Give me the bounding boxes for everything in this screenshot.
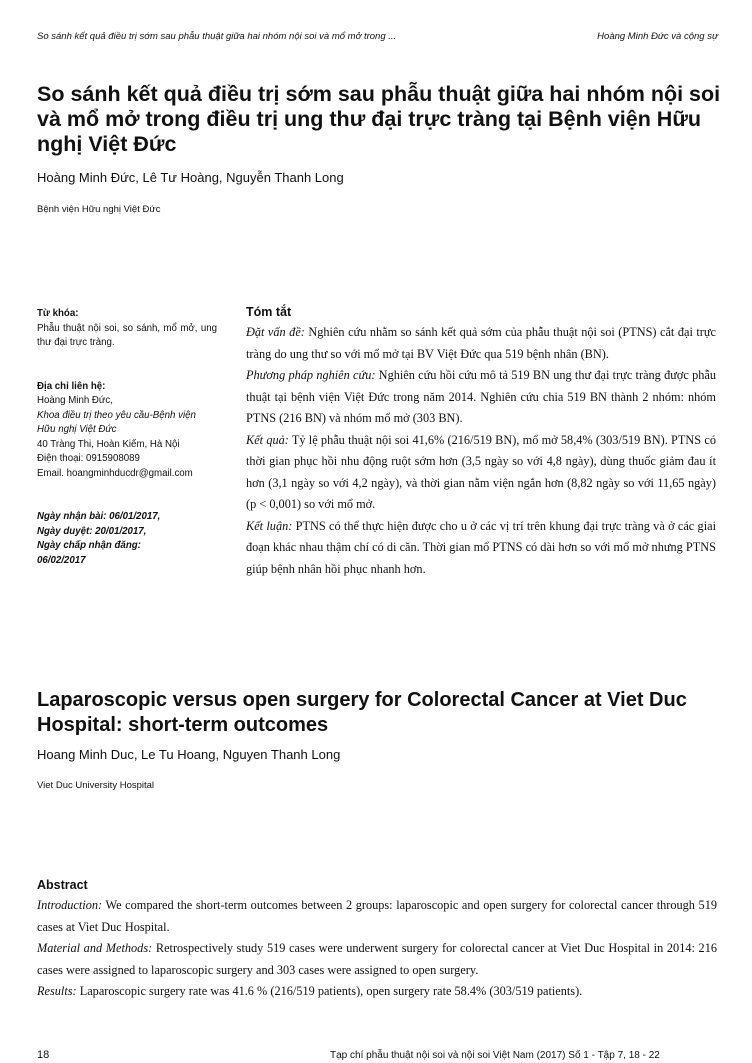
summary-heading: Tóm tắt (246, 305, 292, 319)
accepted-label: Ngày chấp nhận đăng: (37, 540, 141, 551)
section-text: Laparoscopic surgery rate was 41.6 % (216/519 patients), open surgery rate 58.4% (303/519 patients). (76, 984, 583, 998)
abstract-en (37, 878, 717, 1003)
running-header-title: So sánh kết quả điều trị sớm sau phẫu thuật giữa hai nhóm nội soi và mổ mở trong ... (37, 31, 397, 42)
article-info-sidebar (37, 307, 217, 568)
section-text: We compared the short-term outcomes between 2 groups: laparoscopic and open surgery for colorectal cancer through 519 cases at Viet Duc Hospital. (37, 898, 717, 934)
summary-vn (246, 305, 716, 580)
section-label: Phương pháp nghiên cứu: (246, 368, 376, 382)
section-text: PTNS có thể thực hiện được cho u ở các vị trí trên khung đại trực tràng và ở các giai đoạn khác nhau thậm chí có di căn. Thời gian mổ PTNS có dài hơn so với mổ mở nhưng PTNS giúp bệnh nhân hồi phục nhanh hơn. (246, 518, 716, 576)
abstract-paragraph (37, 895, 717, 938)
section-text: Tỷ lệ phẫu thuật nội soi 41,6% (216/519 BN), mổ mở 58,4% (303/519 BN). PTNS có thời gian phục hồi nhu động ruột sớm hơn (3,5 ngày so với 4,8 ngày), dùng thuốc giảm đau ít hơn (3,1 ngày so với 4,2 ngày), và thời gian nằm viện ngắn hơn (8,82 ngày so với 11,65 ngày) (p < 0,001) so với mổ mở. (246, 432, 716, 511)
section-label: Introduction: (37, 898, 103, 912)
section-text: Nghiên cứu nhằm so sánh kết quả sớm của phẫu thuật nội soi (PTNS) cắt đại trực tràng do ung thư so với mổ mở tại BV Việt Đức qua 519 bệnh nhân (BN). (246, 325, 716, 361)
article-title-vn: So sánh kết quả điều trị sớm sau phẫu thuật giữa hai nhóm nội soi và mổ mở trong điều trị ung thư đại trực tràng tại Bệnh viện Hữu nghị Việt Đức (37, 82, 721, 156)
section-label: Đặt vấn đề: (246, 325, 305, 339)
summary-paragraph (246, 322, 716, 365)
authors-vn: Hoàng Minh Đức, Lê Tư Hoàng, Nguyễn Thanh Long (37, 170, 344, 185)
article-title-en: Laparoscopic versus open surgery for Colorectal Cancer at Viet Duc Hospital: short-term outcomes (37, 689, 687, 736)
keywords: Phẫu thuật nội soi, so sánh, mổ mở, ung thư đại trực tràng. (37, 322, 217, 348)
contact-department: Khoa điều trị theo yêu cầu-Bệnh viện Hữu nghị Việt Đức (37, 409, 196, 435)
section-label: Material and Methods: (37, 941, 153, 955)
summary-paragraph (246, 430, 716, 516)
section-text: Nghiên cứu hồi cứu mô tả 519 BN ung thư đại trực tràng được phẫu thuật tại bệnh viện Việt Đức trong năm 2014. Nghiên cứu chia 519 BN thành 2 nhóm: nhóm PTNS (216 BN) và nhóm mổ mở (303 BN). (246, 368, 716, 425)
abstract-paragraph (37, 938, 717, 981)
contact-address: 40 Tràng Thi, Hoàn Kiếm, Hà Nội (37, 438, 180, 450)
summary-paragraph (246, 365, 716, 430)
contact-email: Email. hoangminhducdr@gmail.com (37, 467, 193, 479)
abstract-paragraph (37, 981, 717, 1003)
journal-footer: Tạp chí phẫu thuật nội soi và nội soi Việt Nam (2017) Số 1 - Tập 7, 18 - 22 (330, 1050, 660, 1061)
affiliation-vn: Bệnh viện Hữu nghị Việt Đức (37, 204, 161, 215)
section-label: Kết luận: (246, 518, 293, 533)
summary-paragraph (246, 516, 716, 581)
contact-name: Hoàng Minh Đức, (37, 395, 113, 406)
contact-phone: Điện thoại: 0915908089 (37, 453, 140, 464)
abstract-heading: Abstract (37, 878, 88, 892)
keywords-label: Từ khóa: (37, 308, 79, 319)
running-header-authors: Hoàng Minh Đức và cộng sự (597, 31, 718, 42)
section-label: Results: (37, 984, 77, 998)
authors-en: Hoang Minh Duc, Le Tu Hoang, Nguyen Thanh Long (37, 747, 341, 762)
contact-label: Địa chỉ liên hệ: (37, 380, 106, 392)
page-number: 18 (37, 1049, 50, 1061)
section-label: Kết quả: (246, 432, 289, 447)
accepted-date: 06/02/2017 (37, 554, 86, 566)
affiliation-en: Viet Duc University Hospital (37, 780, 155, 791)
reviewed-date: Ngày duyệt: 20/01/2017, (37, 525, 147, 537)
received-date: Ngày nhận bài: 06/01/2017, (37, 511, 161, 522)
section-text: Retrospectively study 519 cases were underwent surgery for colorectal cancer at Viet Duc Hospital in 2014: 216 cases were assigned to laparoscopic surgery and 303 cases were assigned to open surgery. (37, 941, 717, 977)
